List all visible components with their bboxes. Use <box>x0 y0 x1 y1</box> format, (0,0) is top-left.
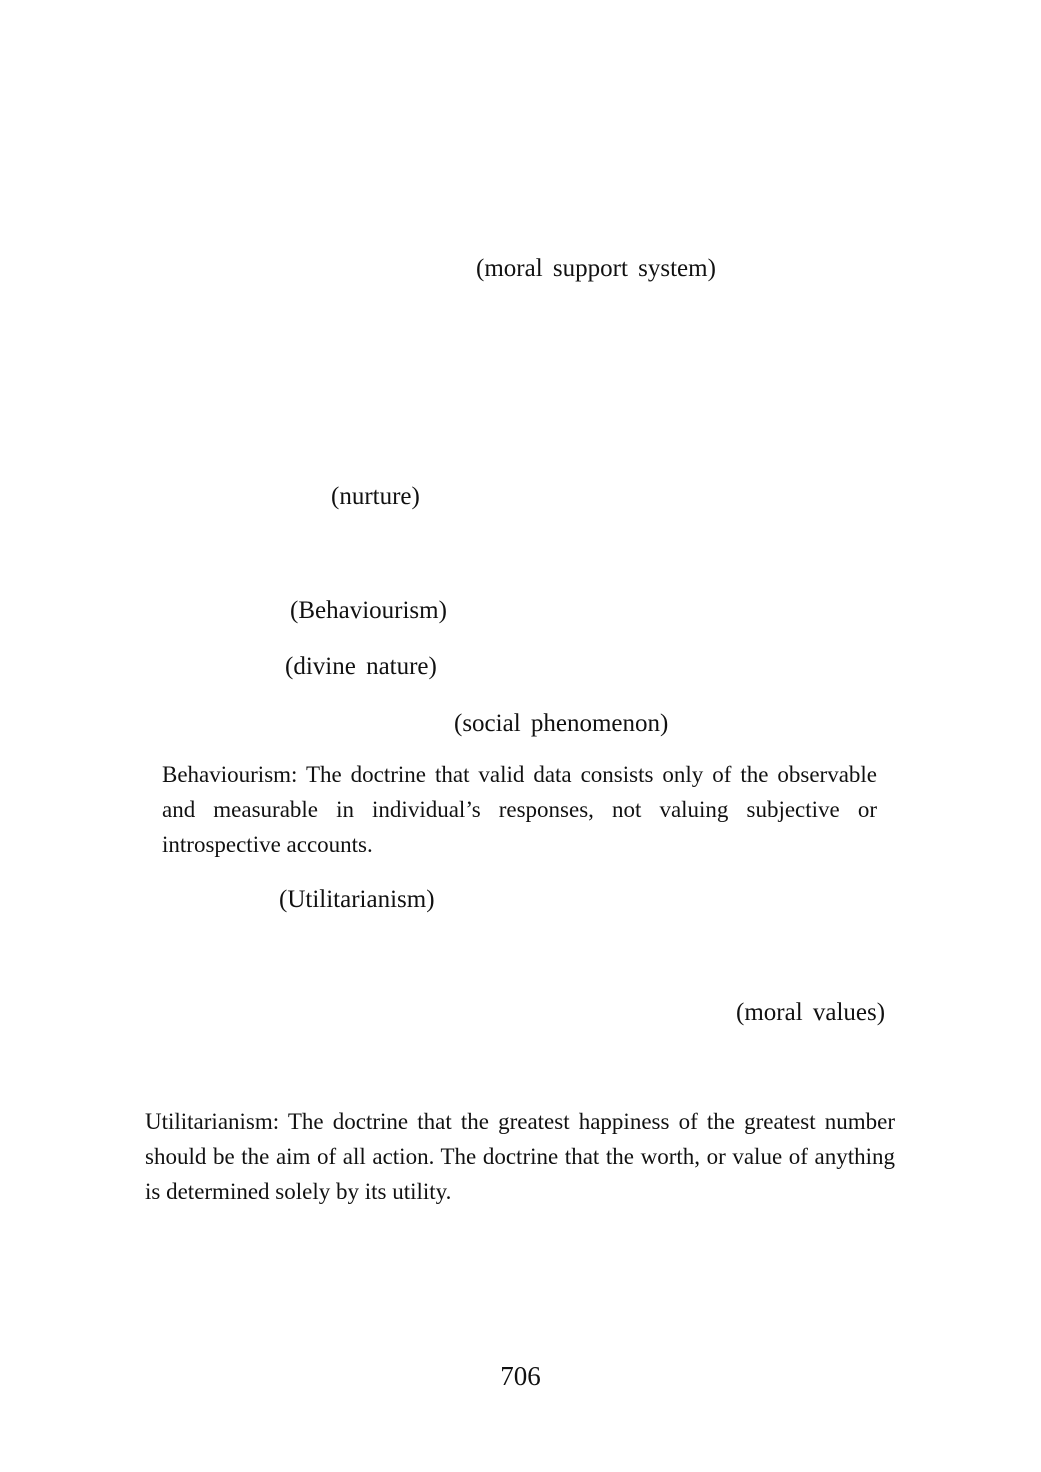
note-utilitarianism: Utilitarianism: The doctrine that the greatest happiness of the greatest number should be the aim of all action. The doctrine that the worth, or value of anything is determined solely by its utility. <box>145 1109 895 1204</box>
term-utilitarianism: (Utilitarianism) <box>279 886 435 913</box>
note-behaviourism: Behaviourism: The doctrine that valid data consists only of the observable and measurable in individual’s responses, not valuing subjective or introspective accounts. <box>162 762 877 857</box>
term-divine-nature: (divine nature) <box>285 653 437 680</box>
page-number: 706 <box>500 1361 541 1391</box>
term-behaviourism: (Behaviourism) <box>290 597 447 624</box>
term-nurture: (nurture) <box>331 483 420 510</box>
term-moral-support-system: (moral support system) <box>476 255 716 282</box>
term-social-phenomenon: (social phenomenon) <box>454 710 669 737</box>
term-moral-values: (moral values) <box>736 999 886 1026</box>
